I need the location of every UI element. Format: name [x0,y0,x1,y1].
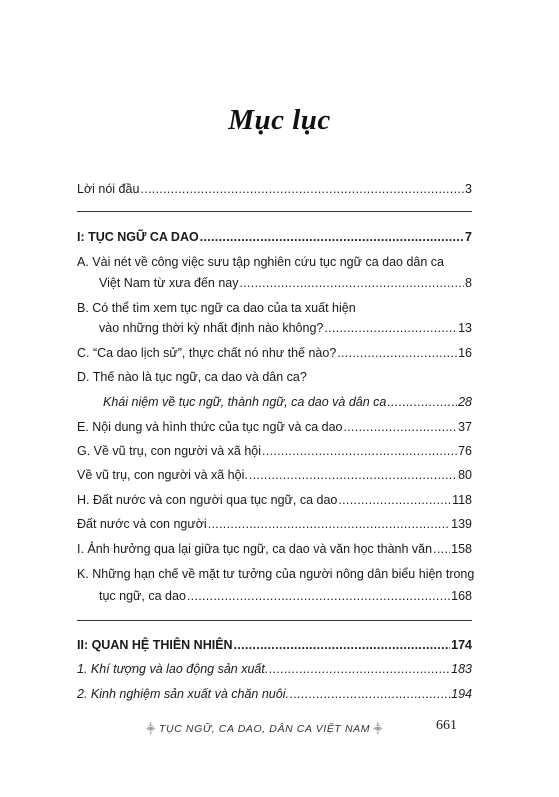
leader-dots [344,419,458,435]
toc-page-number: 76 [458,444,472,458]
toc-page-number: 183 [451,662,472,676]
toc-page-number: 174 [451,638,472,652]
leader-dots [249,467,457,483]
toc-entry-d-line1[interactable] [77,369,307,385]
leader-dots [187,588,450,604]
toc-entry-text: II: QUAN HỆ THIÊN NHIÊN [77,638,233,652]
toc-page-number: 16 [458,346,472,360]
ornament-right-icon: ⸎ [373,724,384,734]
toc-page-number: 158 [451,542,472,556]
running-footer [143,722,393,735]
leader-dots [269,661,450,677]
leader-dots [387,394,457,410]
toc-entry-e[interactable] [77,419,472,435]
toc-entry-text: Đất nước và con người [77,517,207,531]
toc-entry-text: K. Những hạn chế về mặt tư tưởng của người nông dân biểu hiện trong [77,567,475,581]
leader-dots [290,686,450,702]
toc-entry-preface[interactable] [77,181,472,197]
toc-entry-h[interactable] [77,492,472,508]
section-divider [77,211,472,212]
leader-dots [324,320,457,336]
toc-page-number: 8 [465,276,472,290]
toc-entry-a-line2[interactable] [99,275,472,291]
toc-entry-text: tục ngữ, ca dao [99,589,186,603]
leader-dots [200,229,464,245]
toc-entry-k-line1[interactable] [77,566,474,582]
toc-entry-text: vào những thời kỳ nhất định nào không? [99,321,324,335]
toc-entry-text: I: TỤC NGỮ CA DAO [77,230,199,244]
toc-entry-text: Lời nói đầu [77,182,140,196]
leader-dots [337,345,457,361]
toc-entry-k-line2[interactable] [99,588,472,604]
leader-dots [240,275,465,291]
toc-entry-part-2[interactable] [77,637,472,653]
toc-page-number: 80 [458,468,472,482]
leader-dots [338,492,451,508]
running-title: TỤC NGỮ, CA DAO, DÂN CA VIỆT NAM [158,722,371,735]
toc-entry-text: H. Đất nước và con người qua tục ngữ, ca dao [77,493,338,507]
toc-entry-text: A. Vài nét về công việc sưu tập nghiên cứu tục ngữ ca dao dân ca [77,255,444,269]
toc-page-number: 3 [465,182,472,196]
toc-entry-d-line2[interactable] [103,394,472,410]
toc-entry-b-line1[interactable] [77,300,356,316]
toc-entry-text: Việt Nam từ xưa đến nay [99,276,239,290]
toc-entry-part-1[interactable] [77,229,472,245]
toc-entry-ve[interactable] [77,467,472,483]
leader-dots [234,637,451,653]
toc-entry-text: G. Về vũ trụ, con người và xã hội [77,444,262,458]
toc-entry-text: B. Có thể tìm xem tục ngữ ca dao của ta xuất hiện [77,301,356,315]
toc-entry-text: Về vũ trụ, con người và xã hội. [77,468,248,482]
toc-entry-text: 2. Kinh nghiệm sản xuất và chăn nuôi. [77,687,289,701]
toc-page-number: 37 [458,420,472,434]
toc-page-number: 13 [458,321,472,335]
toc-entry-text: E. Nội dung và hình thức của tục ngữ và ca dao [77,420,343,434]
toc-page-number: 28 [458,395,472,409]
toc-entry-text: D. Thế nào là tục ngữ, ca dao và dân ca? [77,370,307,384]
page-title: Mục lục [228,104,331,136]
toc-entry-part2-1[interactable] [77,661,472,677]
toc-entry-g[interactable] [77,443,472,459]
toc-page-number: 7 [465,230,472,244]
toc-entry-text: C. “Ca dao lịch sử”, thực chất nó như thế nào? [77,346,337,360]
toc-entry-text: 1. Khí tượng và lao động sản xuất. [77,662,269,676]
section-divider [77,620,472,621]
toc-entry-a-line1[interactable] [77,254,444,270]
toc-page-number: 118 [452,493,472,507]
leader-dots [140,181,464,197]
toc-entry-dn[interactable] [77,516,472,532]
page-number: 661 [436,718,457,733]
leader-dots [208,516,450,532]
toc-page-number: 139 [451,517,472,531]
toc-entry-b-line2[interactable] [99,320,472,336]
toc-entry-text: Khái niệm về tục ngữ, thành ngữ, ca dao và dân ca [103,395,387,409]
leader-dots [433,541,450,557]
ornament-left-icon: ⸎ [146,724,156,734]
toc-page-number: 194 [451,687,472,701]
toc-entry-c[interactable] [77,345,472,361]
toc-entry-text: I. Ảnh hưởng qua lại giữa tục ngữ, ca dao và văn học thành văn [77,542,433,556]
toc-page-number: 168 [451,589,472,603]
leader-dots [262,443,457,459]
toc-entry-part2-2[interactable] [77,686,472,702]
toc-entry-i[interactable] [77,541,472,557]
